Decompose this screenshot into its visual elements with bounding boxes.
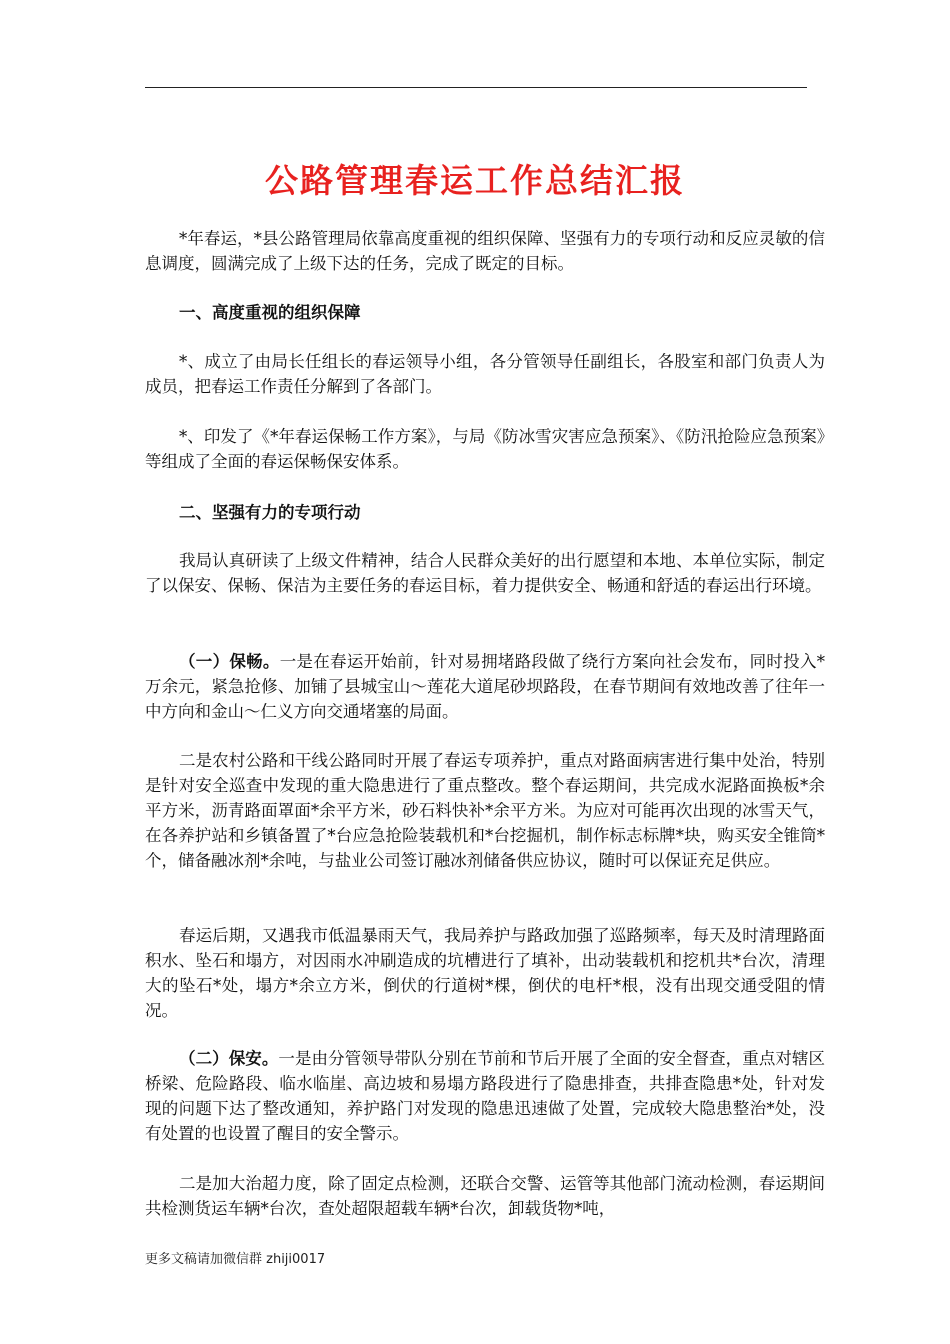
paragraph-body: 一是在春运开始前，针对易拥堵路段做了绕行方案向社会发布，同时投入*万余元，紧急抢修、加铺了县城宝山～莲花大道尾砂坝路段，在春节期间有效地改善了往年一中方向和金山～仁义方向交通堵塞的局面。: [145, 652, 826, 721]
subsection-lead-baochang: （一）保畅。: [179, 652, 280, 671]
section1-heading: 一、高度重视的组织保障: [179, 303, 361, 322]
section2-paragraph-6: 二是加大治超力度，除了固定点检测，还联合交警、运管等其他部门流动检测，春运期间共检测货运车辆*台次，查处超限超载车辆*台次，卸载货物*吨，: [145, 1174, 825, 1218]
section2-paragraph-2: [145, 649, 825, 724]
document-title: 公路管理春运工作总结汇报: [265, 161, 685, 200]
section2-paragraph-1: 我局认真研读了上级文件精神，结合人民群众美好的出行愿望和本地、本单位实际，制定了以保安、保畅、保洁为主要任务的春运目标，着力提供安全、畅通和舒适的春运出行环境。: [145, 551, 825, 595]
intro-paragraph: *年春运，*县公路管理局依靠高度重视的组织保障、坚强有力的专项行动和反应灵敏的信息调度，圆满完成了上级下达的任务，完成了既定的目标。: [145, 229, 825, 273]
section2-paragraph-4: 春运后期，又遇我市低温暴雨天气，我局养护与路政加强了巡路频率，每天及时清理路面积水、坠石和塌方，对因雨水冲刷造成的坑槽进行了填补，出动装载机和挖机共*台次，清理大的坠石*处，塌方*余立方米，倒伏的行道树*棵，倒伏的电杆*根，没有出现交通受阻的情况。: [145, 926, 825, 1020]
section1-paragraph-2: *、印发了《*年春运保畅工作方案》，与局《防冰雪灾害应急预案》、《防汛抢险应急预案》等组成了全面的春运保畅保安体系。: [145, 427, 825, 471]
section2-paragraph-3: 二是农村公路和干线公路同时开展了春运专项养护，重点对路面病害进行集中处治，特别是针对安全巡查中发现的重大隐患进行了重点整改。整个春运期间，共完成水泥路面换板*余平方米，沥青路面罩面*余平方米，砂石料快补*余平方米。为应对可能再次出现的冰雪天气，在各养护站和乡镇备置了*台应急抢险装载机和*台挖掘机，制作标志标牌*块，购买安全锥筒*个，储备融冰剂*余吨，与盐业公司签订融冰剂储备供应协议，随时可以保证充足供应。: [145, 751, 825, 870]
section1-paragraph-1: *、成立了由局长任组长的春运领导小组，各分管领导任副组长，各股室和部门负责人为成员，把春运工作责任分解到了各部门。: [145, 352, 825, 396]
footer-note: 更多文稿请加微信群 zhiji0017: [145, 1252, 326, 1267]
subsection-lead-baoan: （二）保安。: [179, 1049, 279, 1068]
header-rule: [145, 87, 807, 88]
paragraph-body: 一是由分管领导带队分别在节前和节后开展了全面的安全督查，重点对辖区桥梁、危险路段、临水临崖、高边坡和易塌方路段进行了隐患排查，共排查隐患*处，针对发现的问题下达了整改通知，养护路门对发现的隐患迅速做了处置，完成较大隐患整治*处，没有处置的也设置了醒目的安全警示。: [145, 1049, 826, 1143]
section2-paragraph-5: [145, 1046, 825, 1146]
section2-heading: 二、坚强有力的专项行动: [179, 503, 361, 522]
